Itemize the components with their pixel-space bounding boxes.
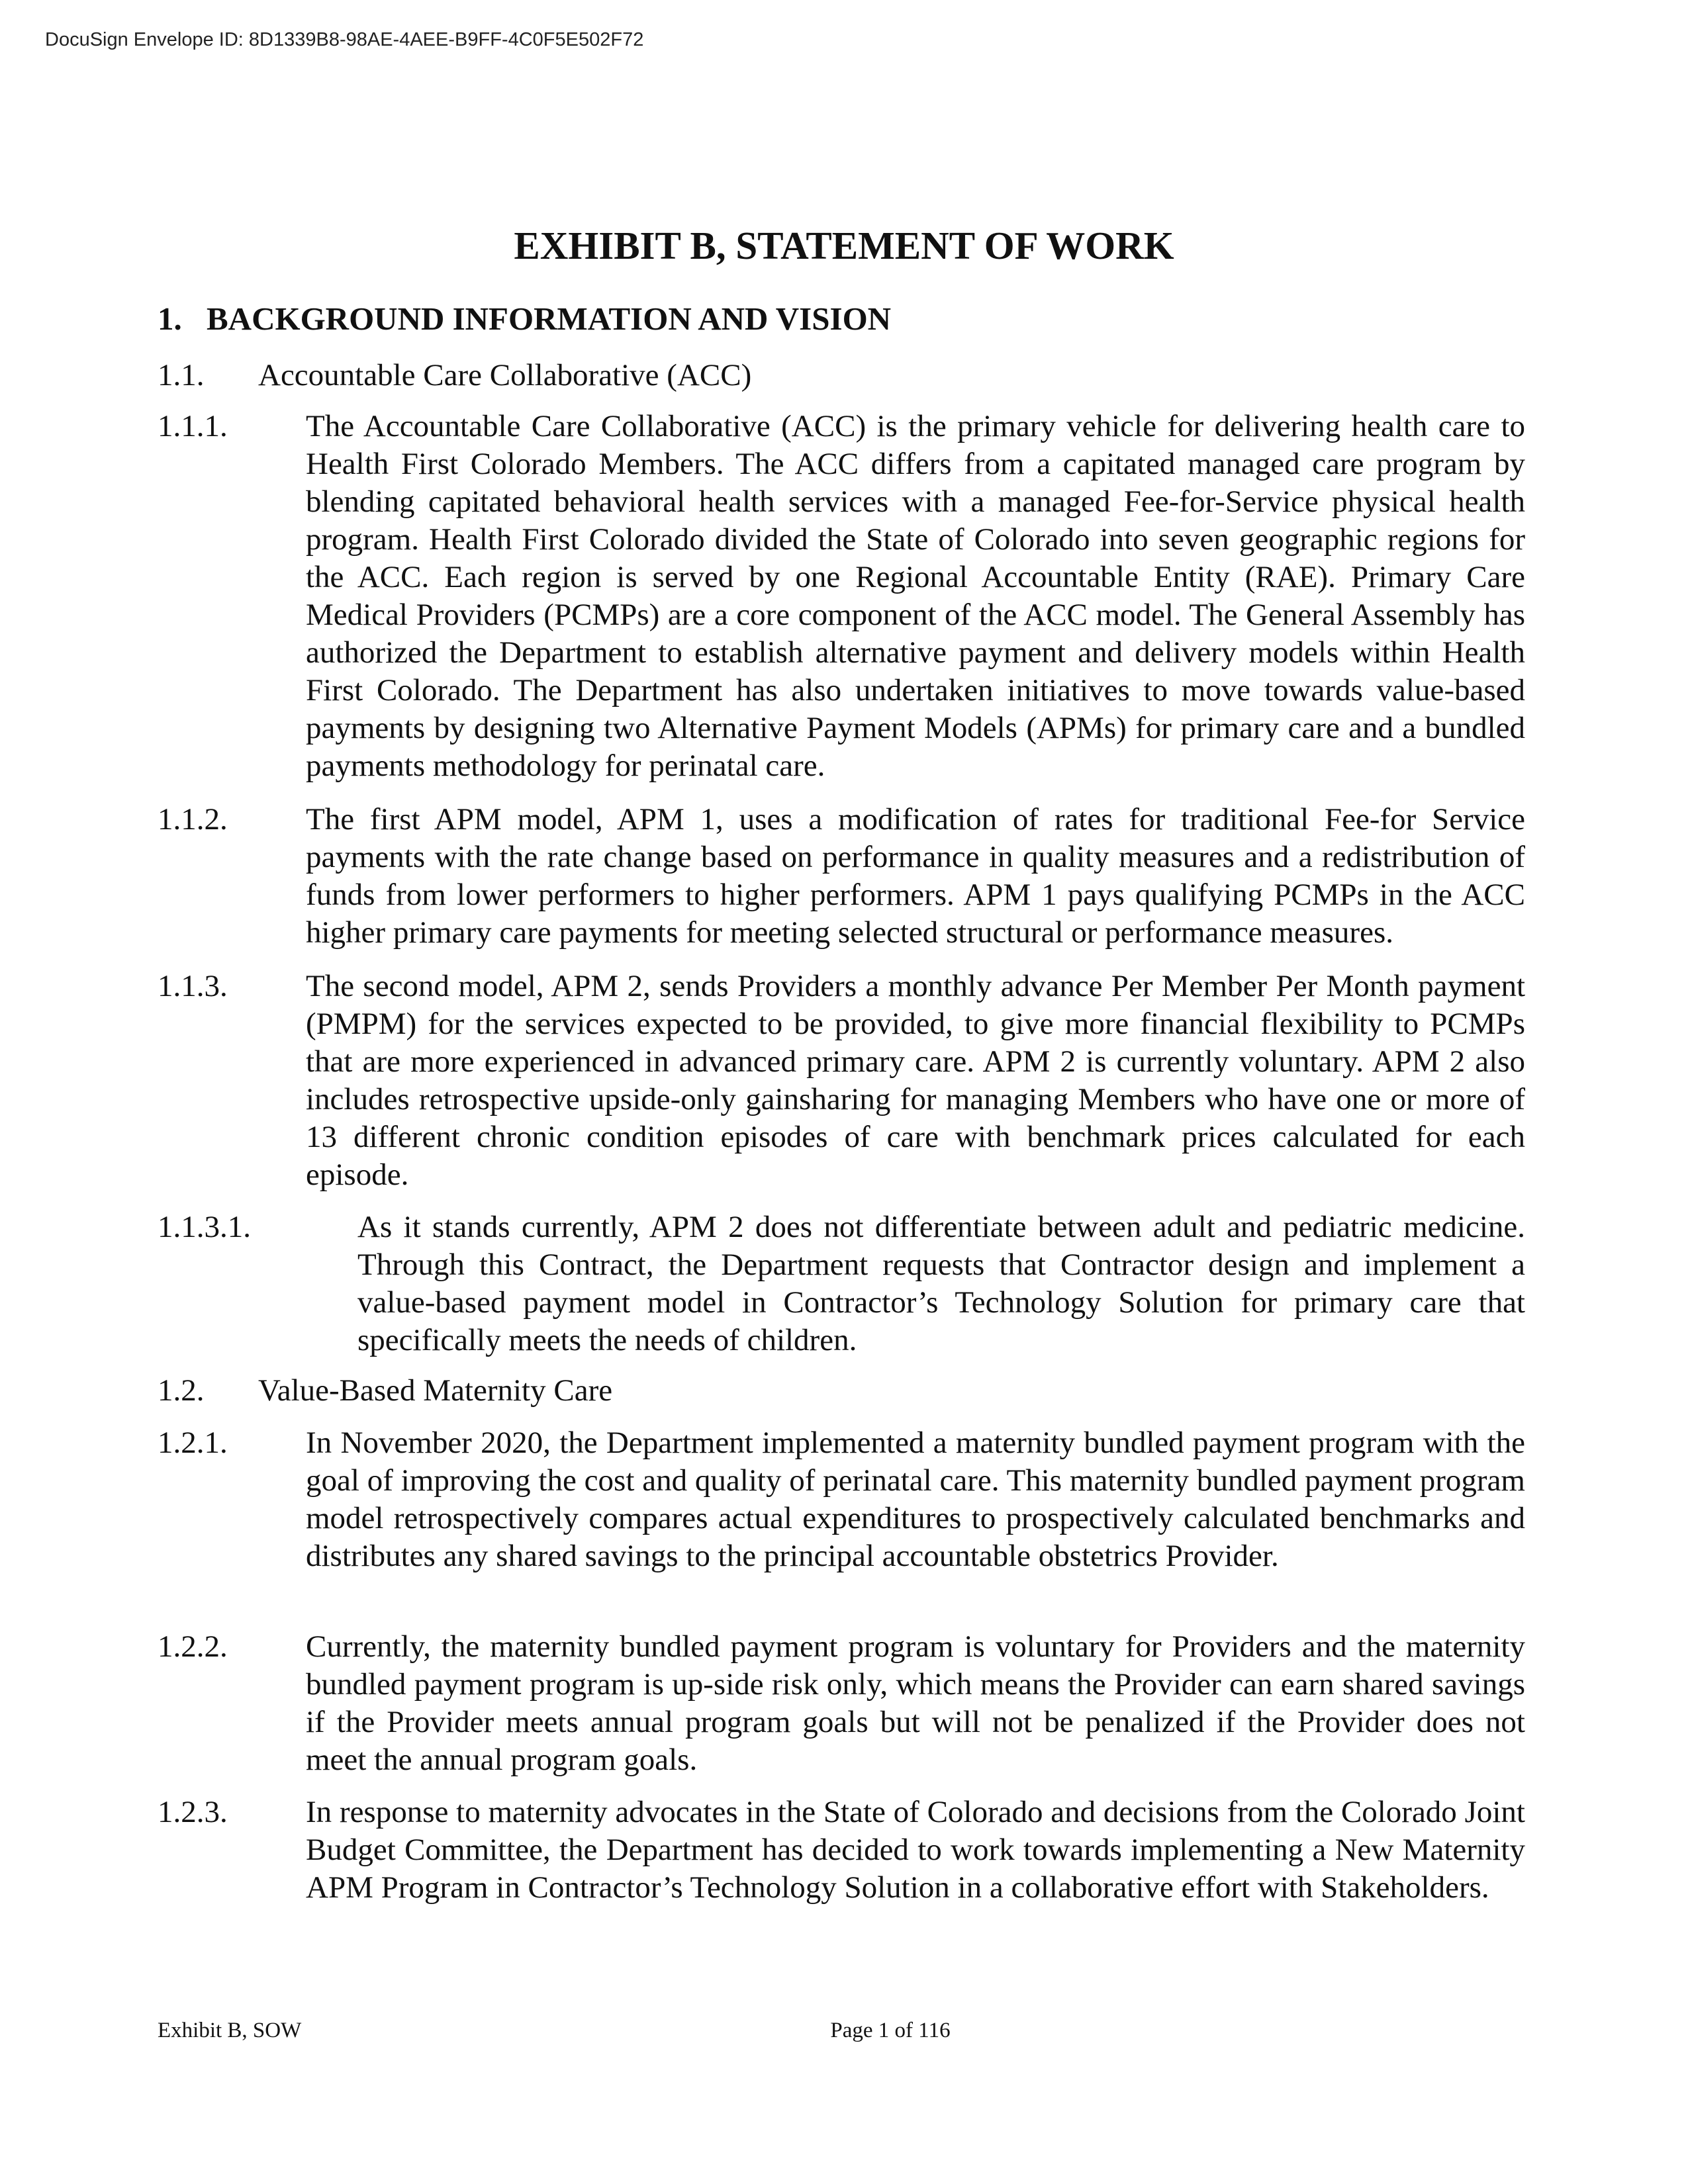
footer-document-label: Exhibit B, SOW	[158, 2019, 302, 2042]
paragraph-text: The second model, APM 2, sends Providers a monthly advance Per Member Per Month payment (PMPM) for the services expected to be provided, to give more financial flexibility to PCMPs that are more experienced in advanced primary care. APM 2 is currently voluntary. APM 2 also includes retrospective upside-only gainsharing for managing Members who have one or more of 13 different chronic condition episodes of care with benchmark prices calculated for each episode.	[306, 969, 1525, 1192]
paragraph-text: The first APM model, APM 1, uses a modification of rates for traditional Fee-for Service payments with the rate change based on performance in quality measures and a redistribution of funds from lower performers to higher performers. APM 1 pays qualifying PCMPs in the ACC higher primary care payments for meeting selected structural or performance measures.	[306, 802, 1525, 950]
section-number: 1.	[158, 300, 182, 337]
paragraph-number: 1.1.1.	[158, 409, 228, 443]
paragraph-number: 1.2.1.	[158, 1426, 228, 1460]
paragraph-text: As it stands currently, APM 2 does not differentiate between adult and pediatric medicine. Through this Contract, the Department requests that Contractor design and implement a value-based payment model in Contractor’s Technology Solution for primary care that specifically meets the needs of children.	[357, 1210, 1525, 1357]
paragraph	[158, 968, 1525, 1194]
paragraph-number: 1.2.2.	[158, 1629, 228, 1664]
paragraph-text: In November 2020, the Department implemented a maternity bundled payment program with the goal of improving the cost and quality of perinatal care. This maternity bundled payment program model retrospectively compares actual expenditures to prospectively calculated benchmarks and distributes any shared savings to the principal accountable obstetrics Provider.	[306, 1426, 1525, 1573]
paragraph-number: 1.1.3.1.	[158, 1210, 251, 1244]
subsection-title: Value-Based Maternity Care	[258, 1373, 613, 1408]
section-heading	[158, 299, 891, 339]
paragraph-text: In response to maternity advocates in the State of Colorado and decisions from the Colorado Joint Budget Committee, the Department has decided to work towards implementing a New Maternity APM Program in Contractor’s Technology Solution in a collaborative effort with Stakeholders.	[306, 1795, 1525, 1905]
footer-page-number: Page 1 of 116	[830, 2019, 951, 2042]
paragraph	[158, 1794, 1525, 1907]
paragraph	[158, 1424, 1525, 1575]
paragraph-number: 1.2.3.	[158, 1795, 228, 1829]
paragraph	[158, 1208, 1525, 1359]
paragraph-number: 1.1.3.	[158, 969, 228, 1003]
paragraph	[158, 1628, 1525, 1779]
docusign-envelope-id: DocuSign Envelope ID: 8D1339B8-98AE-4AEE-B9FF-4C0F5E502F72	[45, 29, 644, 50]
subsection-number: 1.1.	[158, 358, 205, 392]
paragraph	[158, 408, 1525, 785]
section-title: BACKGROUND INFORMATION AND VISION	[207, 300, 892, 337]
paragraph	[158, 801, 1525, 952]
subsection-title: Accountable Care Collaborative (ACC)	[258, 358, 752, 392]
document-title: EXHIBIT B, STATEMENT OF WORK	[514, 224, 1174, 267]
paragraph-text: Currently, the maternity bundled payment program is voluntary for Providers and the maternity bundled payment program is up-side risk only, which means the Provider can earn shared savings if the Provider meets annual program goals but will not be penalized if the Provider does not meet the annual program goals.	[306, 1629, 1525, 1777]
subsection-number: 1.2.	[158, 1373, 205, 1408]
paragraph-text: The Accountable Care Collaborative (ACC) is the primary vehicle for delivering health care to Health First Colorado Members. The ACC differs from a capitated managed care program by blending capitated behavioral health services with a managed Fee-for-Service physical health program. Health First Colorado divided the State of Colorado into seven geographic regions for the ACC. Each region is served by one Regional Accountable Entity (RAE). Primary Care Medical Providers (PCMPs) are a core component of the ACC model. The General Assembly has authorized the Department to establish alternative payment and delivery models within Health First Colorado. The Department has also undertaken initiatives to move towards value-based payments by designing two Alternative Payment Models (APMs) for primary care and a bundled payments methodology for perinatal care.	[306, 409, 1525, 783]
paragraph-number: 1.1.2.	[158, 802, 228, 837]
